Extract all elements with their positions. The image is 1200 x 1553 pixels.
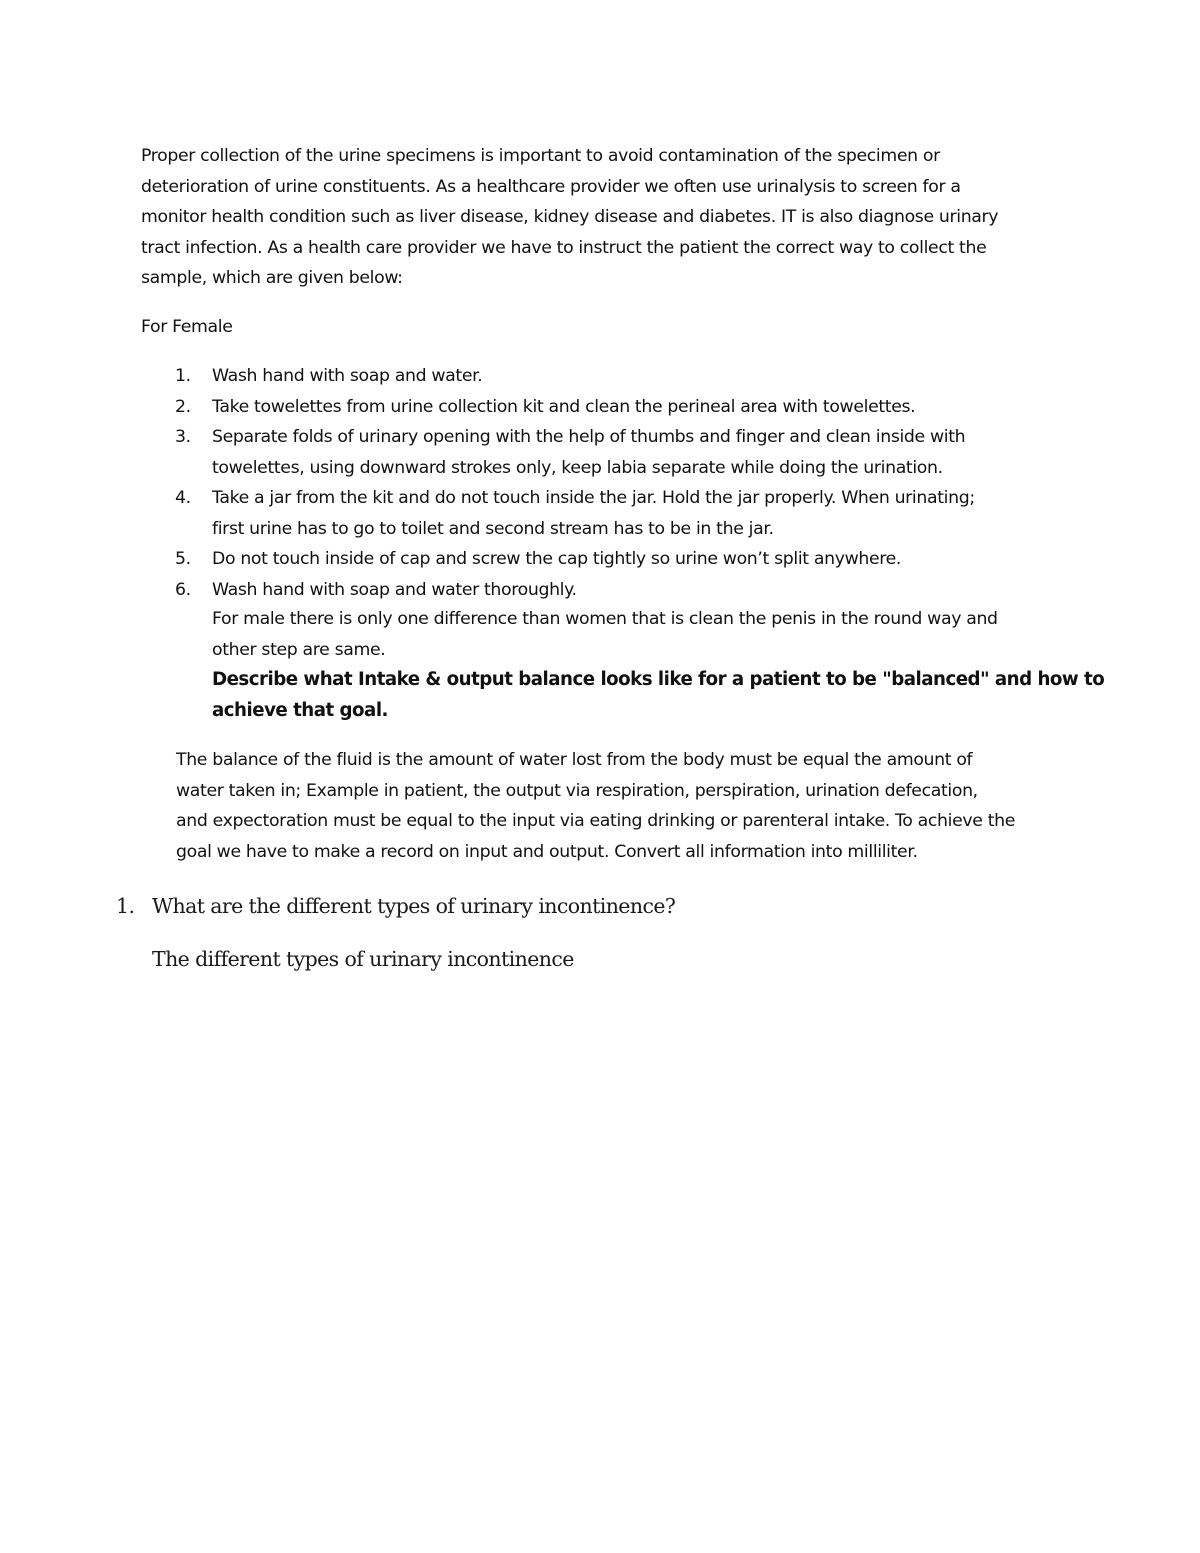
answer-line: goal we have to make a record on input and output. Convert all information into milliliter.: [176, 841, 918, 862]
step-number: 2.: [175, 396, 191, 417]
incontinence-question: What are the different types of urinary incontinence?: [152, 894, 676, 918]
female-heading: For Female: [141, 317, 233, 337]
list-item: [141, 361, 1071, 392]
step-text: Do not touch inside of cap and screw the cap tightly so urine won’t split anywhere.: [212, 549, 902, 569]
step-text: first urine has to go to toilet and second stream has to be in the jar.: [212, 518, 774, 539]
intro-paragraph: [141, 141, 1066, 294]
question-line: achieve that goal.: [212, 700, 388, 721]
list-item: [141, 422, 1071, 483]
step-number: 6.: [175, 579, 191, 600]
answer-line: water taken in; Example in patient, the output via respiration, perspiration, urination defecation,: [176, 780, 978, 801]
intro-line: monitor health condition such as liver disease, kidney disease and diabetes. IT is also diagnose urinary: [141, 207, 999, 227]
list-item: [141, 483, 1071, 544]
list-item: [141, 392, 1071, 423]
female-steps-list: [141, 361, 1071, 605]
question-line: Describe what Intake & output balance looks like for a patient to be "balanced" and how to: [212, 669, 1105, 690]
step-text: towelettes, using downward strokes only, keep labia separate while doing the urination.: [212, 457, 943, 478]
intro-line: tract infection. As a health care provider we have to instruct the patient the correct way to collect the: [141, 237, 987, 258]
step-text: Wash hand with soap and water thoroughly.: [212, 579, 577, 600]
answer-line: and expectoration must be equal to the input via eating drinking or parenteral intake. To achieve the: [176, 811, 1016, 831]
step-number: 5.: [175, 549, 191, 569]
step-text: Wash hand with soap and water.: [212, 366, 483, 386]
step-text: Take a jar from the kit and do not touch inside the jar. Hold the jar properly. When urinating;: [212, 488, 975, 508]
step-number: 4.: [175, 488, 191, 508]
step-number: 1.: [175, 366, 191, 386]
male-note-line: other step are same.: [212, 639, 386, 660]
answer-line: The balance of the fluid is the amount of water lost from the body must be equal the amount of: [176, 750, 973, 770]
question-number: 1.: [116, 894, 135, 918]
step-text: Separate folds of urinary opening with the help of thumbs and finger and clean inside with: [212, 427, 966, 447]
intro-line: deterioration of urine constituents. As a healthcare provider we often use urinalysis to screen for a: [141, 176, 961, 197]
step-text: Take towelettes from urine collection kit and clean the perineal area with towelettes.: [212, 396, 916, 417]
male-note-line: For male there is only one difference than women that is clean the penis in the round way and: [212, 609, 998, 629]
list-item: [141, 575, 1071, 606]
male-note: [212, 604, 1072, 665]
fluid-balance-answer: [176, 745, 1076, 867]
intro-line: Proper collection of the urine specimens is important to avoid contamination of the specimen or: [141, 146, 940, 166]
intro-line: sample, which are given below:: [141, 268, 403, 288]
intake-output-question: [212, 664, 1105, 726]
step-number: 3.: [175, 427, 191, 447]
list-item: [141, 544, 1071, 575]
incontinence-answer: The different types of urinary incontinence: [152, 947, 574, 971]
